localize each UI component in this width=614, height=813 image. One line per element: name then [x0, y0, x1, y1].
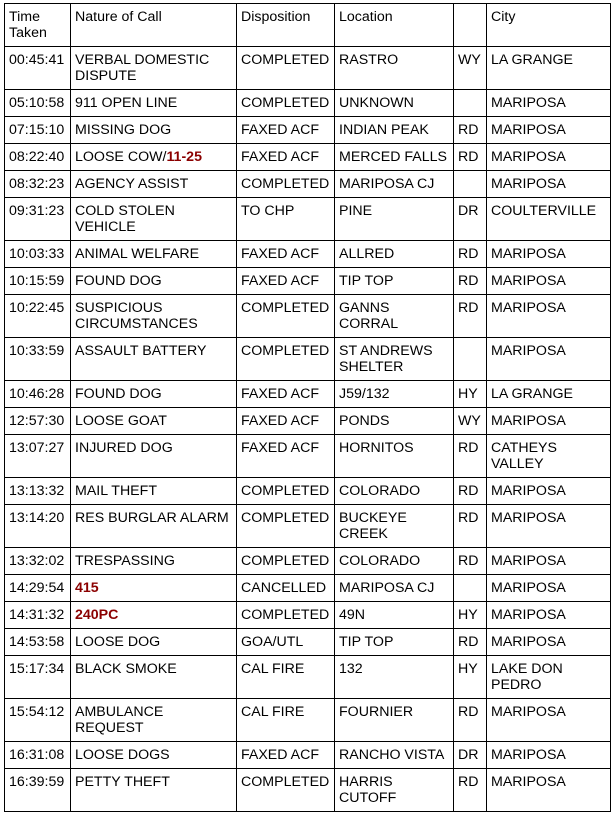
suffix-cell: HY	[454, 381, 487, 408]
suffix-cell: HY	[454, 602, 487, 629]
header-suffix	[454, 4, 487, 47]
disposition-cell: FAXED ACF	[237, 241, 335, 268]
table-row	[5, 435, 611, 478]
table-row	[5, 268, 611, 295]
nature-cell: BLACK SMOKE	[71, 656, 237, 699]
nature-cell	[71, 575, 237, 602]
table-row	[5, 241, 611, 268]
nature-code: 11-25	[166, 149, 202, 165]
table-row	[5, 548, 611, 575]
table-row	[5, 171, 611, 198]
table-row	[5, 117, 611, 144]
nature-cell: ASSAULT BATTERY	[71, 338, 237, 381]
time-cell: 14:31:32	[5, 602, 71, 629]
time-cell: 10:33:59	[5, 338, 71, 381]
suffix-cell: WY	[454, 408, 487, 435]
location-cell: BUCKEYE CREEK	[335, 505, 454, 548]
nature-cell: LOOSE GOAT	[71, 408, 237, 435]
city-cell: MARIPOSA	[487, 602, 611, 629]
suffix-cell	[454, 90, 487, 117]
time-cell: 12:57:30	[5, 408, 71, 435]
nature-cell: COLD STOLEN VEHICLE	[71, 198, 237, 241]
time-cell: 00:45:41	[5, 47, 71, 90]
disposition-cell: COMPLETED	[237, 47, 335, 90]
table-header	[5, 4, 611, 47]
location-cell: TIP TOP	[335, 629, 454, 656]
disposition-cell: FAXED ACF	[237, 435, 335, 478]
header-nature-of-call: Nature of Call	[71, 4, 237, 47]
table-row	[5, 198, 611, 241]
city-cell: MARIPOSA	[487, 90, 611, 117]
time-cell: 13:13:32	[5, 478, 71, 505]
location-cell: ALLRED	[335, 241, 454, 268]
time-cell: 13:14:20	[5, 505, 71, 548]
location-cell: 132	[335, 656, 454, 699]
suffix-cell: RD	[454, 241, 487, 268]
location-cell: HORNITOS	[335, 435, 454, 478]
disposition-cell: CAL FIRE	[237, 656, 335, 699]
table-row	[5, 338, 611, 381]
nature-code: 240PC	[75, 607, 119, 623]
nature-cell: MAIL THEFT	[71, 478, 237, 505]
suffix-cell: RD	[454, 268, 487, 295]
city-cell: MARIPOSA	[487, 505, 611, 548]
table-row	[5, 769, 611, 812]
city-cell: MARIPOSA	[487, 268, 611, 295]
disposition-cell: COMPLETED	[237, 295, 335, 338]
table-row	[5, 295, 611, 338]
disposition-cell: CAL FIRE	[237, 699, 335, 742]
location-cell: ST ANDREWS SHELTER	[335, 338, 454, 381]
time-cell: 15:54:12	[5, 699, 71, 742]
table-row	[5, 90, 611, 117]
suffix-cell: RD	[454, 699, 487, 742]
city-cell: MARIPOSA	[487, 295, 611, 338]
time-cell: 08:22:40	[5, 144, 71, 171]
table-body	[5, 47, 611, 812]
location-cell: PINE	[335, 198, 454, 241]
city-cell: CATHEYS VALLEY	[487, 435, 611, 478]
location-cell: PONDS	[335, 408, 454, 435]
nature-cell: AMBULANCE REQUEST	[71, 699, 237, 742]
location-cell: GANNS CORRAL	[335, 295, 454, 338]
suffix-cell: RD	[454, 295, 487, 338]
time-cell: 09:31:23	[5, 198, 71, 241]
city-cell: MARIPOSA	[487, 408, 611, 435]
table-row	[5, 381, 611, 408]
table-row	[5, 742, 611, 769]
header-city: City	[487, 4, 611, 47]
city-cell: COULTERVILLE	[487, 198, 611, 241]
header-disposition: Disposition	[237, 4, 335, 47]
nature-cell: PETTY THEFT	[71, 769, 237, 812]
location-cell: RASTRO	[335, 47, 454, 90]
time-cell: 15:17:34	[5, 656, 71, 699]
city-cell: MARIPOSA	[487, 742, 611, 769]
disposition-cell: GOA/UTL	[237, 629, 335, 656]
time-cell: 13:32:02	[5, 548, 71, 575]
disposition-cell: COMPLETED	[237, 548, 335, 575]
city-cell: LA GRANGE	[487, 381, 611, 408]
nature-cell	[71, 144, 237, 171]
suffix-cell: DR	[454, 742, 487, 769]
city-cell: MARIPOSA	[487, 548, 611, 575]
disposition-cell: FAXED ACF	[237, 144, 335, 171]
nature-cell: VERBAL DOMESTIC DISPUTE	[71, 47, 237, 90]
disposition-cell: FAXED ACF	[237, 742, 335, 769]
suffix-cell	[454, 575, 487, 602]
time-cell: 10:46:28	[5, 381, 71, 408]
suffix-cell: RD	[454, 629, 487, 656]
location-cell: INDIAN PEAK	[335, 117, 454, 144]
location-cell: RANCHO VISTA	[335, 742, 454, 769]
location-cell: J59/132	[335, 381, 454, 408]
city-cell: LA GRANGE	[487, 47, 611, 90]
location-cell: MARIPOSA CJ	[335, 171, 454, 198]
suffix-cell	[454, 338, 487, 381]
suffix-cell: RD	[454, 144, 487, 171]
location-cell: FOURNIER	[335, 699, 454, 742]
nature-cell: TRESPASSING	[71, 548, 237, 575]
city-cell: MARIPOSA	[487, 117, 611, 144]
nature-cell: 911 OPEN LINE	[71, 90, 237, 117]
suffix-cell: RD	[454, 478, 487, 505]
time-cell: 10:15:59	[5, 268, 71, 295]
city-cell: MARIPOSA	[487, 699, 611, 742]
nature-cell: FOUND DOG	[71, 268, 237, 295]
nature-cell: LOOSE DOGS	[71, 742, 237, 769]
time-cell: 08:32:23	[5, 171, 71, 198]
suffix-cell: RD	[454, 769, 487, 812]
time-cell: 10:22:45	[5, 295, 71, 338]
suffix-cell: RD	[454, 548, 487, 575]
disposition-cell: COMPLETED	[237, 338, 335, 381]
table-row	[5, 47, 611, 90]
time-cell: 14:53:58	[5, 629, 71, 656]
location-cell: COLORADO	[335, 548, 454, 575]
city-cell: MARIPOSA	[487, 478, 611, 505]
nature-cell: AGENCY ASSIST	[71, 171, 237, 198]
city-cell: LAKE DON PEDRO	[487, 656, 611, 699]
nature-cell	[71, 602, 237, 629]
location-cell: 49N	[335, 602, 454, 629]
suffix-cell: HY	[454, 656, 487, 699]
suffix-cell	[454, 171, 487, 198]
nature-cell: RES BURGLAR ALARM	[71, 505, 237, 548]
city-cell: MARIPOSA	[487, 171, 611, 198]
nature-cell: LOOSE DOG	[71, 629, 237, 656]
suffix-cell: DR	[454, 198, 487, 241]
location-cell: COLORADO	[335, 478, 454, 505]
city-cell: MARIPOSA	[487, 241, 611, 268]
disposition-cell: COMPLETED	[237, 602, 335, 629]
nature-cell: INJURED DOG	[71, 435, 237, 478]
table-row	[5, 575, 611, 602]
time-cell: 13:07:27	[5, 435, 71, 478]
disposition-cell: FAXED ACF	[237, 268, 335, 295]
location-cell: HARRIS CUTOFF	[335, 769, 454, 812]
table-row	[5, 629, 611, 656]
disposition-cell: TO CHP	[237, 198, 335, 241]
time-cell: 16:31:08	[5, 742, 71, 769]
header-location: Location	[335, 4, 454, 47]
city-cell: MARIPOSA	[487, 769, 611, 812]
location-cell: MERCED FALLS	[335, 144, 454, 171]
nature-text: LOOSE COW/	[75, 149, 167, 165]
disposition-cell: CANCELLED	[237, 575, 335, 602]
suffix-cell: RD	[454, 505, 487, 548]
disposition-cell: COMPLETED	[237, 90, 335, 117]
table-row	[5, 505, 611, 548]
table-row	[5, 602, 611, 629]
nature-cell: SUSPICIOUS CIRCUMSTANCES	[71, 295, 237, 338]
location-cell: TIP TOP	[335, 268, 454, 295]
table-row	[5, 408, 611, 435]
call-log-table	[4, 3, 611, 812]
suffix-cell: RD	[454, 117, 487, 144]
time-cell: 07:15:10	[5, 117, 71, 144]
time-cell: 10:03:33	[5, 241, 71, 268]
time-cell: 05:10:58	[5, 90, 71, 117]
disposition-cell: FAXED ACF	[237, 408, 335, 435]
city-cell: MARIPOSA	[487, 338, 611, 381]
disposition-cell: COMPLETED	[237, 171, 335, 198]
time-cell: 14:29:54	[5, 575, 71, 602]
table-row	[5, 656, 611, 699]
nature-cell: FOUND DOG	[71, 381, 237, 408]
disposition-cell: FAXED ACF	[237, 381, 335, 408]
disposition-cell: FAXED ACF	[237, 117, 335, 144]
table-row	[5, 478, 611, 505]
location-cell: UNKNOWN	[335, 90, 454, 117]
header-time-taken: Time Taken	[5, 4, 71, 47]
city-cell: MARIPOSA	[487, 575, 611, 602]
nature-cell: ANIMAL WELFARE	[71, 241, 237, 268]
table-row	[5, 699, 611, 742]
nature-cell: MISSING DOG	[71, 117, 237, 144]
time-cell: 16:39:59	[5, 769, 71, 812]
nature-code: 415	[75, 580, 99, 596]
city-cell: MARIPOSA	[487, 144, 611, 171]
location-cell: MARIPOSA CJ	[335, 575, 454, 602]
disposition-cell: COMPLETED	[237, 478, 335, 505]
suffix-cell: RD	[454, 435, 487, 478]
header-row	[5, 4, 611, 47]
suffix-cell: WY	[454, 47, 487, 90]
table-row	[5, 144, 611, 171]
city-cell: MARIPOSA	[487, 629, 611, 656]
disposition-cell: COMPLETED	[237, 505, 335, 548]
disposition-cell: COMPLETED	[237, 769, 335, 812]
